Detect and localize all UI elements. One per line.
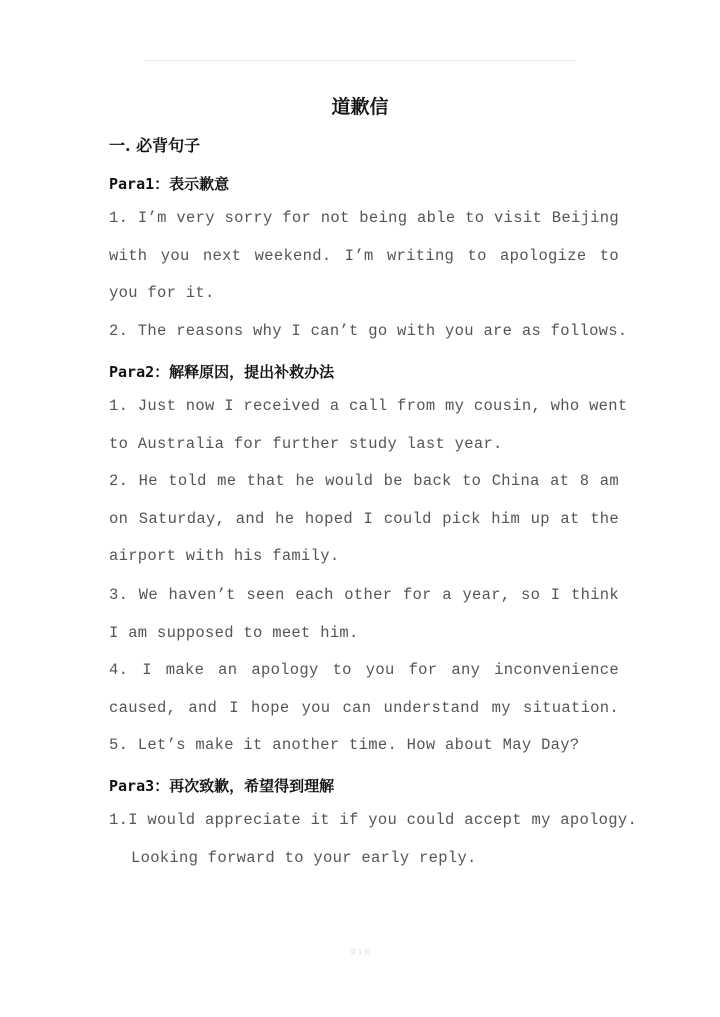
text-line: 2. The reasons why I can’t go with you are as follows. (109, 322, 628, 340)
para2-sentence-3 (109, 577, 619, 652)
text-line: 3. We haven’t seen each other for a year, so I think (109, 586, 619, 604)
text-line: airport with his family. (109, 547, 340, 566)
text-line: on Saturday, and he hoped I could pick him up at the (109, 509, 619, 528)
section-heading: 一. 必背句子 (109, 136, 201, 155)
text-line: 5. Let’s make it another time. How about May Day? (109, 736, 580, 754)
para2-sentence-1 (109, 388, 628, 463)
header-rule (144, 60, 576, 61)
page-footer-mark: 第 1 页 (350, 949, 370, 956)
para1-heading: Para1：表示歉意 (109, 175, 230, 193)
para3-heading: Para3：再次致歉，希望得到理解 (109, 777, 335, 795)
text-line: 2. He told me that he would be back to China at 8 am (109, 472, 619, 490)
text-line: caused, and I hope you can understand my situation. (109, 698, 619, 717)
para2-sentence-2 (109, 463, 619, 576)
text-line: 1. I’m very sorry for not being able to visit Beijing (109, 209, 619, 227)
text-line: you for it. (109, 284, 215, 303)
para1-sentence-1 (109, 200, 619, 313)
text-line: with you next weekend. I’m writing to apologize to (109, 246, 619, 265)
text-line: I am supposed to meet him. (109, 623, 359, 642)
text-line: 4. I make an apology to you for any inconvenience (109, 661, 619, 679)
para1-sentence-2 (109, 313, 628, 351)
para2-sentence-5 (109, 727, 619, 765)
text-line: 1.I would appreciate it if you could accept my apology. (109, 811, 638, 829)
document-title: 道歉信 (331, 96, 389, 118)
text-line: to Australia for further study last year. (109, 434, 503, 453)
para3-sentence-1 (109, 802, 638, 877)
text-line: Looking forward to your early reply. (131, 848, 477, 867)
text-line: 1. Just now I received a call from my cousin, who went (109, 397, 628, 415)
para2-heading: Para2：解释原因，提出补救办法 (109, 363, 335, 381)
para2-sentence-4 (109, 652, 619, 727)
